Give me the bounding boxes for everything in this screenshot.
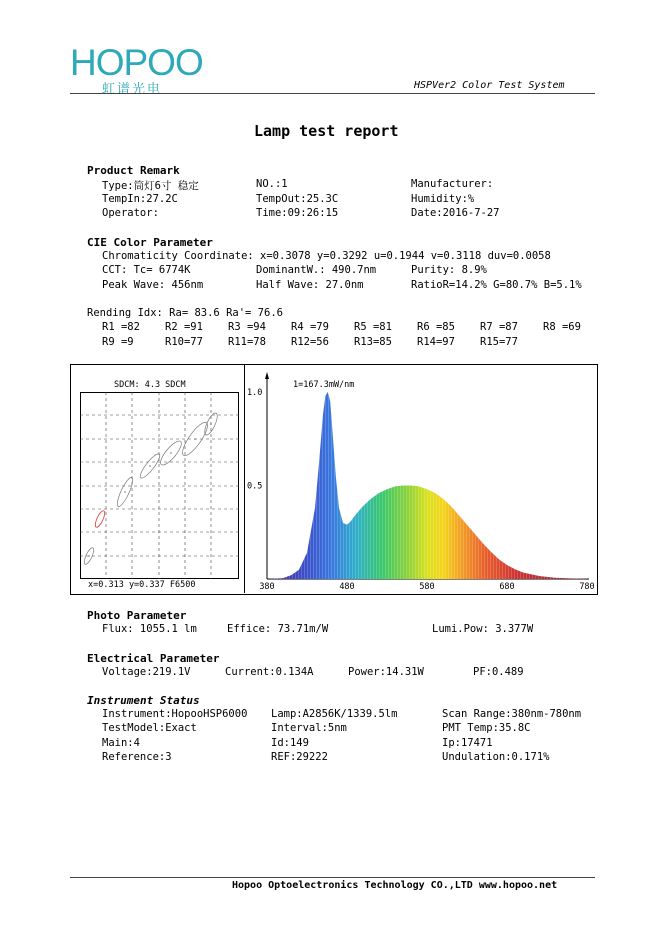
r-index-r2: R2 =91 <box>165 321 203 333</box>
instrument-field: Instrument:HopooHSP6000 <box>102 708 248 720</box>
undulation-field: Undulation:0.171% <box>442 751 550 763</box>
voltage-field: Voltage:219.1V <box>102 666 191 678</box>
r-index-r1: R1 =82 <box>102 321 140 333</box>
sdcm-ellipse-centers <box>88 423 212 557</box>
sdcm-plot-frame <box>81 393 239 579</box>
cct-field: CCT: Tc= 6774K <box>102 264 191 276</box>
dominant-wavelength-field: DominantW.: 490.7nm <box>256 264 377 276</box>
purity-field: Purity: 8.9% <box>411 264 487 276</box>
sdcm-plot <box>80 392 239 579</box>
ratio-field: RatioR=14.2% G=80.7% B=5.1% <box>411 279 582 291</box>
r-index-r6: R6 =85 <box>417 321 455 333</box>
r-index-r13: R13=85 <box>354 336 392 348</box>
footer-company: Hopoo Optoelectronics Technology CO.,LTD www.hopoo.net <box>232 880 558 891</box>
r-index-r9: R9 =9 <box>102 336 134 348</box>
spectrum-area-stripes <box>267 392 587 579</box>
manufacturer-field: Manufacturer: <box>411 178 494 190</box>
instrument-heading: Instrument Status <box>87 694 200 707</box>
sdcm-ellipses <box>82 411 219 565</box>
temp-in-field: TempIn:27.2C <box>102 193 178 205</box>
type-field: Type:筒灯6寸 稳定 <box>102 180 199 192</box>
r-index-r8: R8 =69 <box>543 321 581 333</box>
ip-field: Ip:17471 <box>442 737 493 749</box>
report-title: Lamp test report <box>254 122 399 140</box>
spectrum-title: 1=167.3mW/nm <box>293 380 355 390</box>
logo-text: HOPOO <box>70 42 203 83</box>
spectrum-x-ticks <box>259 582 594 592</box>
ref-field: REF:29222 <box>271 751 328 763</box>
y-tick-label: 1.0 <box>247 388 263 398</box>
chromaticity-line: Chromaticity Coordinate: x=0.3078 y=0.3292 u=0.1944 v=0.3118 duv=0.0058 <box>102 250 551 262</box>
peak-wave-field: Peak Wave: 456nm <box>102 279 204 291</box>
id-field: Id:149 <box>271 737 309 749</box>
spectrum-y-axis-arrow <box>265 372 269 379</box>
logo-subtext: 虹谱光电 <box>102 82 163 97</box>
r-index-r11: R11=78 <box>228 336 266 348</box>
x-tick-label: 680 <box>499 582 515 592</box>
cie-heading: CIE Color Parameter <box>87 236 213 249</box>
number-field: NO.:1 <box>256 178 288 190</box>
header-divider <box>70 93 595 94</box>
lumi-pow-field: Lumi.Pow: 3.377W <box>432 623 534 635</box>
sdcm-title: SDCM: 4.3 SDCM <box>114 380 186 390</box>
r-index-r3: R3 =94 <box>228 321 266 333</box>
spectrum-y-ticks <box>247 388 262 492</box>
time-field: Time:09:26:15 <box>256 207 339 219</box>
power-field: Power:14.31W <box>348 666 424 678</box>
r-index-r15: R15=77 <box>480 336 518 348</box>
flux-field: Flux: 1055.1 lm <box>102 623 197 635</box>
date-field: Date:2016-7-27 <box>411 207 500 219</box>
x-tick-label: 580 <box>419 582 435 592</box>
r-index-r7: R7 =87 <box>480 321 518 333</box>
efficacy-field: Effice: 73.71m/W <box>227 623 329 635</box>
photo-heading: Photo Parameter <box>87 609 187 622</box>
r-index-r10: R10=77 <box>165 336 203 348</box>
scan-range-field: Scan Range:380nm-780nm <box>442 708 582 720</box>
half-wave-field: Half Wave: 27.0nm <box>256 279 364 291</box>
lamp-field: Lamp:A2856K/1339.5lm <box>271 708 398 720</box>
product-remark-heading: Product Remark <box>87 164 180 177</box>
electrical-heading: Electrical Parameter <box>87 652 220 665</box>
r-index-r14: R14=97 <box>417 336 455 348</box>
main-field: Main:4 <box>102 737 140 749</box>
reference-field: Reference:3 <box>102 751 172 763</box>
temp-out-field: TempOut:25.3C <box>256 193 339 205</box>
chart-panel-divider <box>244 364 245 593</box>
x-tick-label: 380 <box>259 582 275 592</box>
pmt-temp-field: PMT Temp:35.8C <box>442 722 531 734</box>
operator-field: Operator: <box>102 207 159 219</box>
interval-field: Interval:5nm <box>271 722 347 734</box>
footer-divider <box>70 877 595 878</box>
test-model-field: TestModel:Exact <box>102 722 197 734</box>
x-tick-label: 780 <box>579 582 595 592</box>
r-index-r5: R5 =81 <box>354 321 392 333</box>
measured-point-ellipse <box>93 510 106 529</box>
r-index-r4: R4 =79 <box>291 321 329 333</box>
spectrum-chart <box>247 370 595 592</box>
x-tick-label: 480 <box>339 582 355 592</box>
r-index-r12: R12=56 <box>291 336 329 348</box>
rendering-index-line: Rending Idx: Ra= 83.6 Ra'= 76.6 <box>87 307 283 319</box>
current-field: Current:0.134A <box>225 666 314 678</box>
system-name: HSPVer2 Color Test System <box>414 80 565 91</box>
humidity-field: Humidity:% <box>411 193 475 205</box>
sdcm-footer: x=0.313 y=0.337 F6500 <box>88 580 196 590</box>
sdcm-grid <box>80 392 239 579</box>
pf-field: PF:0.489 <box>473 666 524 678</box>
y-tick-label: 0.5 <box>247 481 263 492</box>
